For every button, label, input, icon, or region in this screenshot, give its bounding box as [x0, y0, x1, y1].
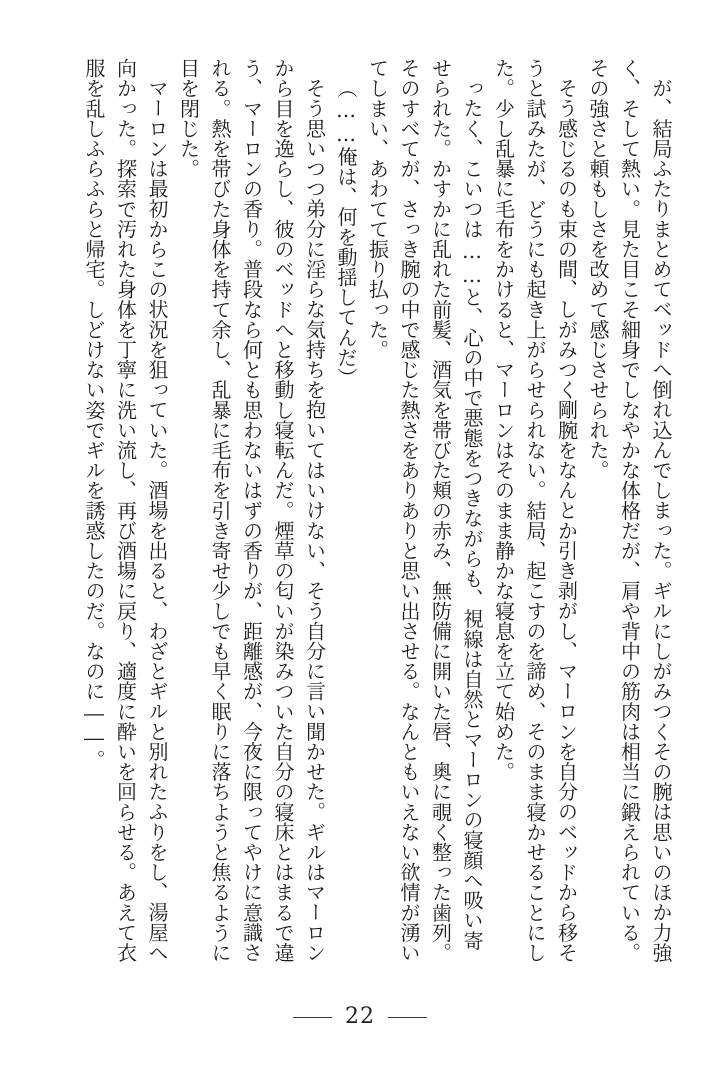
- footer-rule-right: [388, 1017, 427, 1018]
- paragraph: ったく、こいつは……と、心の中で悪態をつきながらも、視線は自然とマーロンの寝顔へ吸い寄せられた。かすかに乱れた前髪、酒気を帯びた頬の赤み、無防備に開いた唇、奥に覗く整った歯列。そのすべてが、さっき腕の中で感じた熱さをありありと思い出させる。なんともいえない欲情が湧いてしまい、あわてて振り払った。: [365, 58, 484, 963]
- paragraph: マーロンは最初からこの状況を狙っていた。酒場を出ると、わざとギルと別れたふりをし、湯屋へ向かった。探索で汚れた身体を丁寧に洗い流し、再び酒場に戻り、適度に酔いを回らせる。あえて衣服を乱しふらふらと帰宅。しどけない姿でギルを誘惑したのだ。なのに――。: [82, 58, 169, 963]
- paragraph: そう感じるのも束の間、しがみつく剛腕をなんとか引き剥がし、マーロンを自分のベッドから移そうと試みたが、どうにも起き上がらせられない。結局、起こすのを諦め、そのまま寝かせることにした。少し乱暴に毛布をかけると、マーロンはそのまま静かな寝息を立て始めた。: [491, 58, 579, 963]
- body-text: [78, 58, 677, 966]
- paragraph: （……俺は、何を動揺してんだ）: [334, 78, 358, 388]
- paragraph: が、結局ふたりまとめてベッドへ倒れ込んでしまった。ギルにしがみつくその腕は思いのほか力強く、そして熱い。見た目こそ細身でしなやかな体格だが、肩や背中の筋肉は相当に鍛えられている。その強さと頼もしさを改めて感じさせられた。: [586, 58, 673, 963]
- footer-rule-left: [293, 1017, 332, 1018]
- page-number: 22: [345, 1004, 375, 1029]
- paragraph: そう思いつつ弟分に淫らな気持ちを抱いてはいけない、そう自分に言い聞かせた。ギルはマーロンから目を逸らし、彼のベッドへと移動し寝転んだ。煙草の匂いが染みついた自分の寝床とはまるで違う、マーロンの香り。普段なら何とも思わないはずの香りが、距離感が、今夜に限ってやけに意識される。熱を帯びた身体を持て余し、乱暴に毛布を引き寄せ少しでも早く眠りに落ちようと焦るように目を閉じた。: [176, 58, 327, 963]
- page-footer: [0, 1006, 720, 1028]
